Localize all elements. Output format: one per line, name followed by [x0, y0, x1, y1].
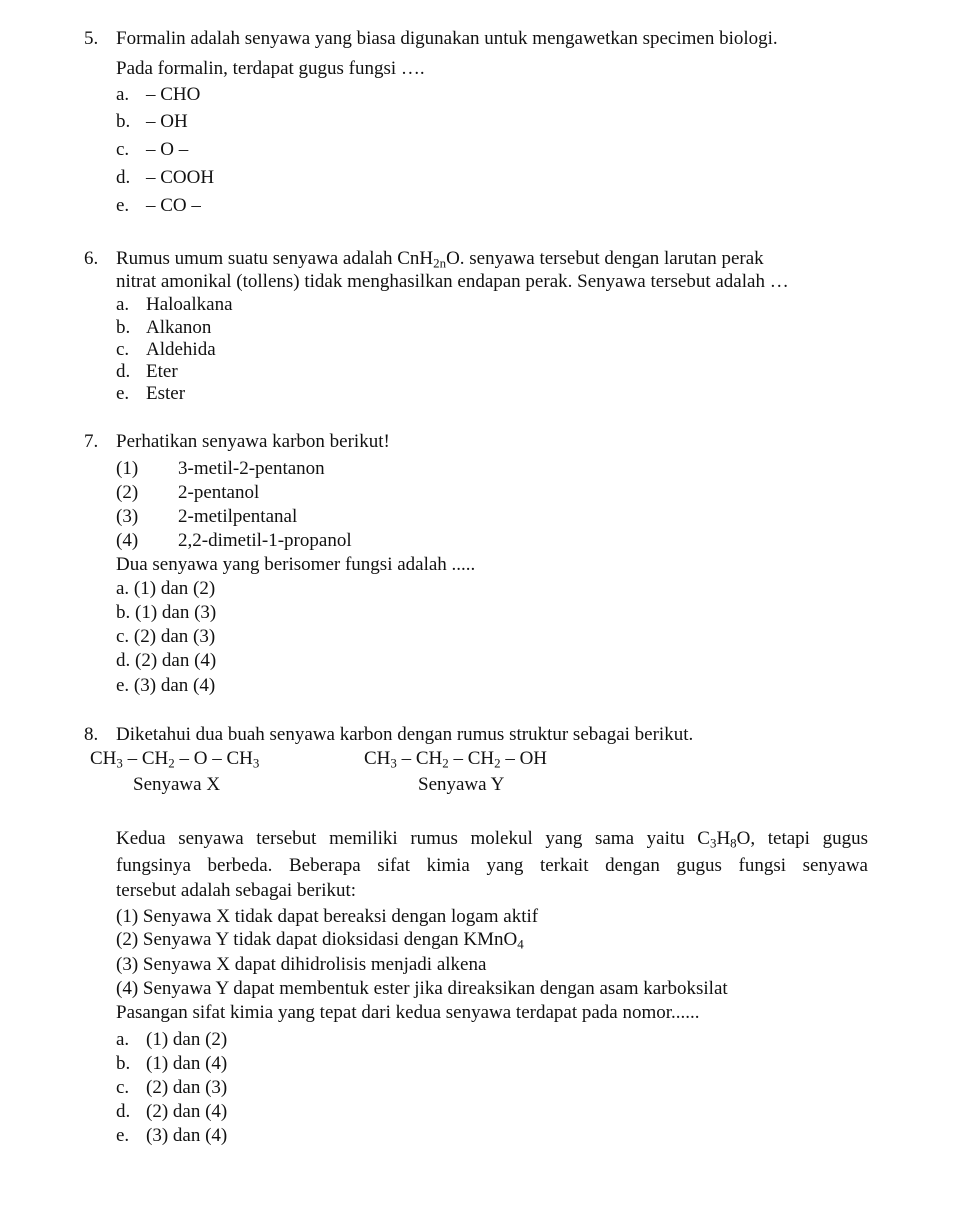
q8-paragraph-line3: tersebut adalah sebagai berikut: — [116, 880, 357, 901]
q8-property-1: (1) Senyawa X tidak dapat bereaksi dengan logam aktif — [116, 906, 539, 927]
q6-stem-subscript: 2n — [433, 255, 447, 271]
q8-question: Pasangan sifat kimia yang tepat dari kedua senyawa terdapat pada nomor...... — [116, 1002, 700, 1023]
q5-option-c-text: – O – — [146, 139, 189, 160]
q6-option-a-text: Haloalkana — [146, 294, 233, 315]
q5-stem-line2: Pada formalin, terdapat gugus fungsi …. — [116, 58, 425, 79]
q7-number: 7. — [84, 431, 99, 452]
q5-option-e-text: – CO – — [146, 195, 201, 216]
q6-stem-post: O. senyawa tersebut dengan larutan perak — [446, 248, 764, 269]
q6-option-c-text: Aldehida — [146, 339, 216, 360]
q8-compound-x-label: Senyawa X — [133, 774, 221, 795]
q7-question: Dua senyawa yang berisomer fungsi adalah ..... — [116, 554, 476, 575]
q6-option-b-letter: b. — [116, 317, 131, 338]
q6-number: 6. — [84, 248, 99, 269]
q6-option-e-letter: e. — [116, 383, 130, 404]
q5-number: 5. — [84, 28, 99, 49]
q8-option-e-text: (3) dan (4) — [146, 1125, 228, 1146]
q7-option-a: a. (1) dan (2) — [116, 578, 216, 599]
q8-property-4: (4) Senyawa Y dapat membentuk ester jika direaksikan dengan asam karboksilat — [116, 978, 728, 999]
q7-option-e: e. (3) dan (4) — [116, 675, 216, 696]
q7-compound-1-name: 3-metil-2-pentanon — [178, 458, 325, 479]
q6-stem-line2: nitrat amonikal (tollens) tidak menghasilkan endapan perak. Senyawa tersebut adalah … — [116, 271, 789, 292]
q8-option-a-text: (1) dan (2) — [146, 1029, 228, 1050]
q6-option-d-text: Eter — [146, 361, 178, 382]
q7-stem: Perhatikan senyawa karbon berikut! — [116, 431, 390, 452]
q8-paragraph-post: O, tetapi gugus — [736, 828, 868, 849]
q8-option-b-letter: b. — [116, 1053, 131, 1074]
q6-option-c-letter: c. — [116, 339, 130, 360]
q8-option-d-letter: d. — [116, 1101, 131, 1122]
q7-compound-2-name: 2-pentanol — [178, 482, 260, 503]
q8-compound-y-formula: $CH_3 - CH_2 - CH_2$ – OH — [364, 748, 548, 771]
q8-compound-x-formula: $CH_3 - CH_2$ – O – $CH_3$ — [90, 748, 260, 771]
q5-option-b-letter: b. — [116, 111, 131, 132]
q8-option-a-letter: a. — [116, 1029, 130, 1050]
q8-stem: Diketahui dua buah senyawa karbon dengan rumus struktur sebagai berikut. — [116, 724, 694, 745]
q6-stem-line1 — [116, 248, 764, 271]
q8-option-c-text: (2) dan (3) — [146, 1077, 228, 1098]
q5-option-c-letter: c. — [116, 139, 130, 160]
q8-compound-y-label: Senyawa Y — [418, 774, 505, 795]
q7-compound-3-num: (3) — [116, 506, 139, 527]
q5-option-e-letter: e. — [116, 195, 130, 216]
q7-option-b: b. (1) dan (3) — [116, 602, 217, 623]
q6-stem-pre: Rumus umum suatu senyawa adalah CnH — [116, 248, 434, 269]
q7-option-c: c. (2) dan (3) — [116, 626, 216, 647]
q8-property-2-text: (2) Senyawa Y tidak dapat dioksidasi dengan KMnO — [116, 929, 518, 950]
q5-option-b-text: – OH — [146, 111, 188, 132]
q5-option-a-letter: a. — [116, 84, 130, 105]
q5-option-d-letter: d. — [116, 167, 131, 188]
q6-option-b-text: Alkanon — [146, 317, 212, 338]
q8-property-2-subscript: 4 — [517, 936, 524, 952]
q7-compound-2-num: (2) — [116, 482, 139, 503]
q8-number: 8. — [84, 724, 99, 745]
q7-compound-1-num: (1) — [116, 458, 139, 479]
q7-option-d: d. (2) dan (4) — [116, 650, 217, 671]
q8-option-e-letter: e. — [116, 1125, 130, 1146]
q7-compound-4-name: 2,2-dimetil-1-propanol — [178, 530, 352, 551]
q8-option-d-text: (2) dan (4) — [146, 1101, 228, 1122]
q8-paragraph-line2: fungsinya berbeda. Beberapa sifat kimia yang terkait dengan gugus fungsi senyawa — [116, 855, 868, 876]
q8-property-2 — [116, 929, 524, 952]
q7-compound-4-num: (4) — [116, 530, 139, 551]
q6-option-d-letter: d. — [116, 361, 131, 382]
q8-formula-sub-c: 3 — [709, 835, 717, 851]
q5-option-d-text: – COOH — [146, 167, 215, 188]
q8-property-3: (3) Senyawa X dapat dihidrolisis menjadi alkena — [116, 954, 487, 975]
q8-option-c-letter: c. — [116, 1077, 130, 1098]
q8-option-b-text: (1) dan (4) — [146, 1053, 228, 1074]
q6-option-a-letter: a. — [116, 294, 130, 315]
q8-paragraph-pre: Kedua senyawa tersebut memiliki rumus molekul yang sama yaitu C — [116, 828, 710, 849]
q5-stem-line1: Formalin adalah senyawa yang biasa digunakan untuk mengawetkan specimen biologi. — [116, 28, 778, 49]
q8-formula-sub-h: 8 — [730, 835, 737, 851]
q5-option-a-text: – CHO — [146, 84, 201, 105]
q6-option-e-text: Ester — [146, 383, 186, 404]
q7-compound-3-name: 2-metilpentanal — [178, 506, 298, 527]
q8-paragraph-line1: Kedua senyawa tersebut memiliki rumus molekul yang sama yaitu $C_3H_8O$, tetapi gugus — [116, 828, 868, 851]
